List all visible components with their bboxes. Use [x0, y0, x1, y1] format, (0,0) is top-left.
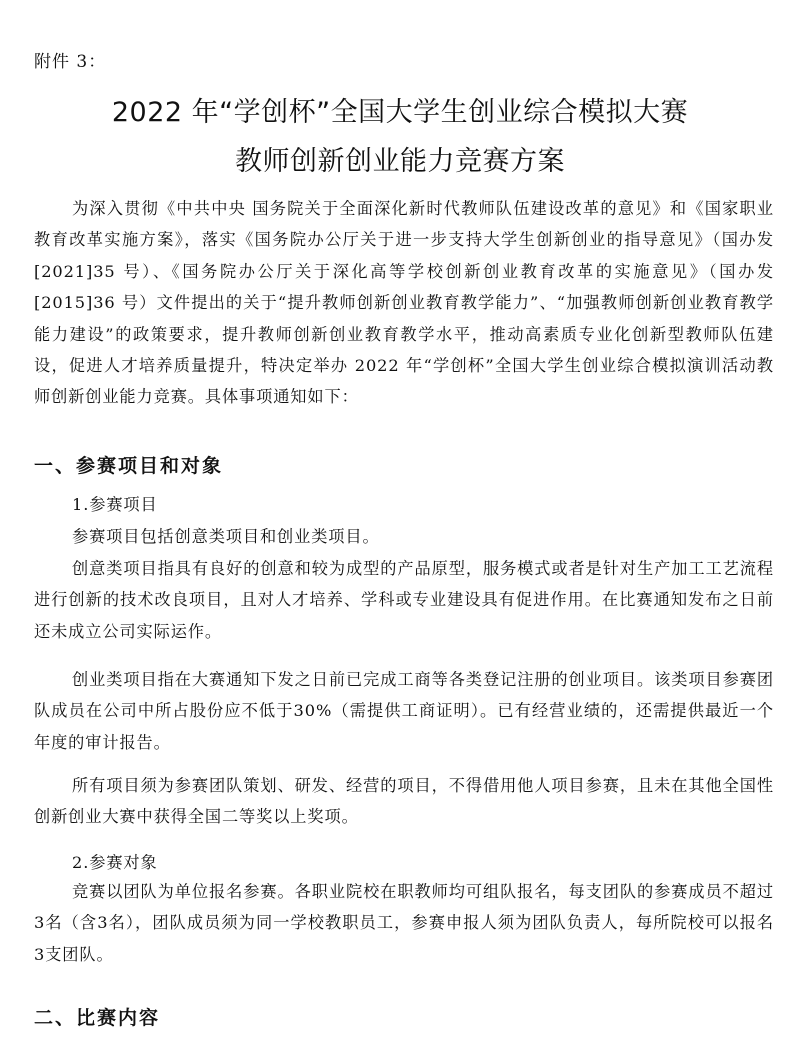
paragraph-creative-projects: 创意类项目指具有良好的创意和较为成型的产品原型，服务模式或者是针对生产加工工艺流程进行创新的技术改良项目，且对人才培养、学科或专业建设具有促进作用。在比赛通知发布之日前还未成立公司实际运作。 — [34, 559, 774, 641]
attachment-label: 附件 3： — [34, 52, 107, 72]
paragraph-participants: 竞赛以团队为单位报名参赛。各职业院校在职教师均可组队报名，每支团队的参赛成员不超过3名（含3名），团队成员须为同一学校教职员工，参赛申报人须为团队负责人，每所院校可以报名3支团队。 — [34, 882, 774, 964]
document-title-line1: 2022 年“学创杯”全国大学生创业综合模拟大赛 — [111, 97, 689, 128]
intro-paragraph: 为深入贯彻《中共中央 国务院关于全面深化新时代教师队伍建设改革的意见》和《国家职业教育改革实施方案》，落实《国务院办公厅关于进一步支持大学生创新创业的指导意见》（国办发[2021]35 号）、《国务院办公厅关于深化高等学校创新创业教育改革的实施意见》（国办发[2015]36 号）文件提出的关于“提升教师创新创业教育教学能力”、“加强教师创新创业教育教学能力建设”的政策要求，提升教师创新创业教育教学水平，推动高素质专业化创新型教师队伍建设，促进人才培养质量提升，特决定举办 2022 年“学创杯”全国大学生创业综合模拟演训活动教师创新创业能力竞赛。具体事项通知如下： — [34, 199, 774, 407]
subsection-title-participants: 2.参赛对象 — [72, 853, 158, 872]
subsection-title-projects: 1.参赛项目 — [72, 495, 158, 514]
paragraph-project-types: 参赛项目包括创意类项目和创业类项目。 — [72, 527, 380, 546]
paragraph-project-requirements: 所有项目须为参赛团队策划、研发、经营的项目，不得借用他人项目参赛，且未在其他全国性创新创业大赛中获得全国二等奖以上奖项。 — [34, 776, 774, 827]
section-heading-1: 一、参赛项目和对象 — [34, 455, 224, 477]
section-heading-2: 二、比赛内容 — [34, 1007, 161, 1029]
paragraph-startup-projects: 创业类项目指在大赛通知下发之日前已完成工商等各类登记注册的创业项目。该类项目参赛团队成员在公司中所占股份应不低于30%（需提供工商证明）。已有经营业绩的，还需提供最近一个年度的审计报告。 — [34, 670, 774, 752]
document-title-line2: 教师创新创业能力竞赛方案 — [235, 146, 565, 177]
